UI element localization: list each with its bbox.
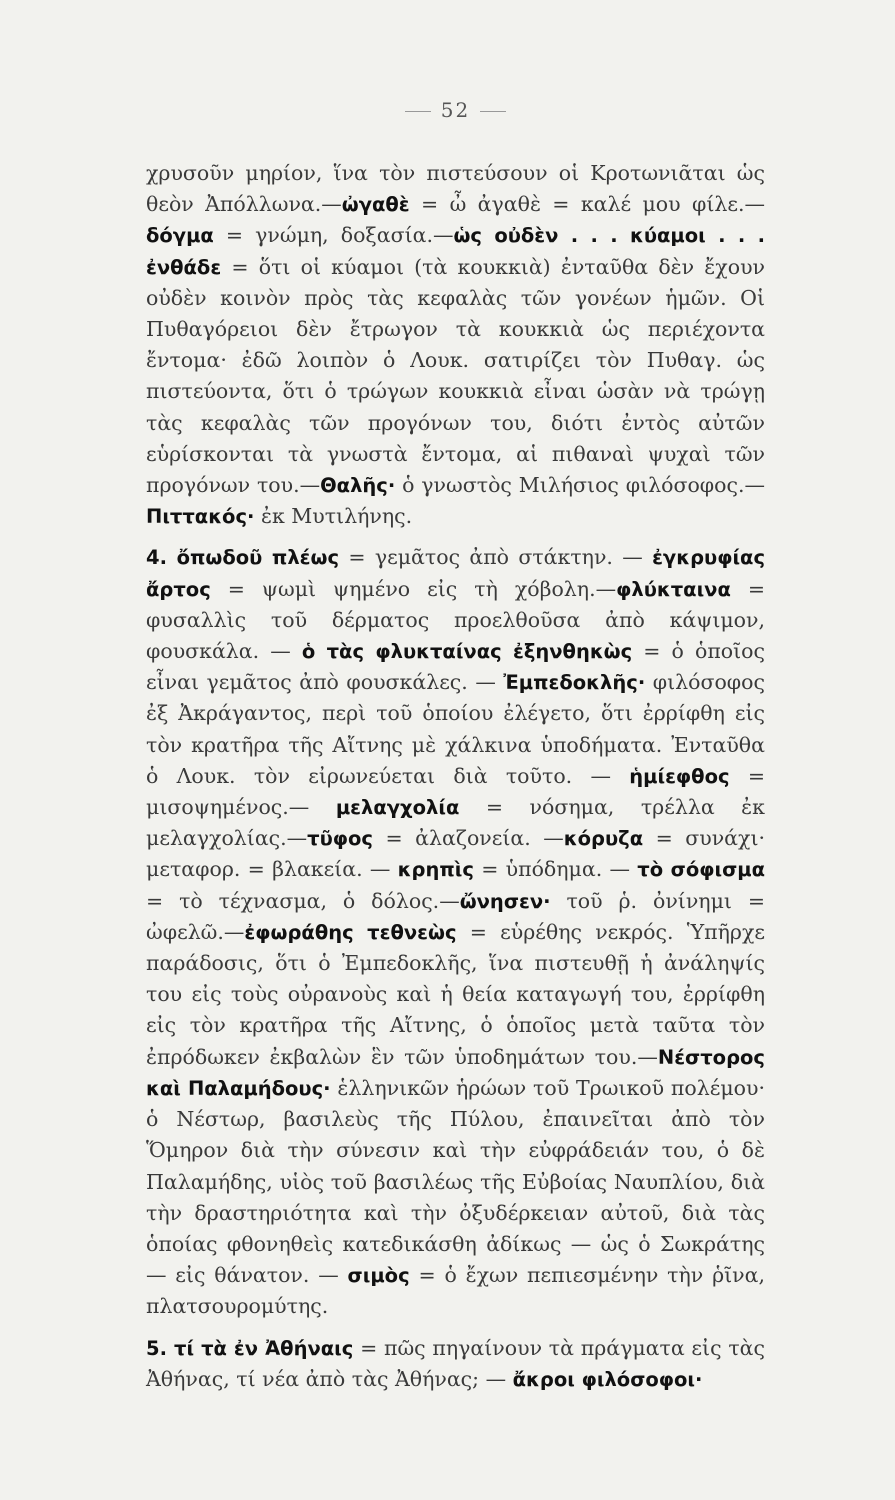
gloss-text: = γεμᾶτος ἀπὸ στάκτην. —	[339, 545, 653, 570]
gloss-text: ἐκ Μυτιλήνης.	[254, 504, 413, 529]
gloss-text: = ὅτι οἱ κύαμοι (τὰ κουκκιὰ) ἐνταῦθα δὲν ἔχουν οὐδὲν κοινὸν πρὸς τὰς κεφαλὰς τῶν γονέων ἡμῶν. Οἱ Πυθαγόρειοι δὲν ἔτρωγον τὰ κουκκιὰ ὡς περιέχοντα ἔντομα· ἐδῶ λοιπὸν ὁ Λουκ. σατιρίζει τὸν Πυθαγ. ὡς πιστεύοντα, ὅτι ὁ τρώγων κουκκιὰ εἶναι ὡσὰν νὰ τρώγῃ τὰς κεφαλὰς τῶν προγόνων του, διότι ἐντὸς αὐτῶν εὑρίσκονται τὰ γνωστὰ ἔντομα, αἱ πιθαναὶ ψυχαὶ τῶν προγόνων του.—	[146, 254, 765, 498]
gloss-text: = φυσαλλὶς τοῦ δέρματος προελθοῦσα ἀπὸ κάψιμον, φουσκάλα. —	[146, 576, 766, 664]
commentary-text	[146, 158, 765, 1395]
left-dash	[405, 111, 431, 112]
lemma-term: ὠγαθὲ	[341, 193, 410, 217]
gloss-text: = ὑπόδημα. —	[473, 857, 638, 882]
page-number-text: 52	[440, 98, 471, 122]
lemma-term: Θαλῆς·	[320, 474, 396, 498]
right-dash	[480, 111, 506, 112]
lemma-term: κρηπὶς	[397, 858, 474, 882]
gloss-text: = ὁ ἔχων πεπιεσμένην τὴν ῥῖνα, πλατσουρομύτης.	[146, 1263, 765, 1319]
lemma-term: ἡμίεφθος	[629, 764, 730, 788]
gloss-text: = μισοψημένος.—	[146, 763, 765, 820]
lemma-term: 4.	[146, 546, 177, 570]
gloss-text: ὁ γνωστὸς Μιλήσιος φιλόσοφος.—	[395, 473, 765, 498]
lemma-term: τὸ σόφισμα	[637, 858, 766, 882]
gloss-text: = συνάχι· μεταφορ. = βλακεία. —	[146, 826, 766, 882]
gloss-text: = πῶς πηγαίνουν τὰ πράγματα εἰς τὰς Ἀθήνας, τί νέα ἀπὸ τὰς Ἀθήνας; —	[146, 1335, 765, 1391]
lemma-term: σιμὸς	[347, 1264, 410, 1288]
lemma-term: ἄκροι φιλόσοφοι·	[512, 1367, 703, 1391]
paragraph-note-3	[146, 158, 765, 532]
lemma-term: ἐφωράθης τεθνεὼς	[244, 920, 457, 944]
gloss-text: = ἀλαζονεία. —	[373, 826, 564, 851]
gloss-text: τοῦ ῥ. ὀνίνημι = ὠφελῶ.—	[146, 888, 766, 944]
gloss-text: = τὸ τέχνασμα, ὁ δόλος.—	[146, 888, 460, 913]
gloss-text: = ὦ ἀγαθὲ = καλέ μου φίλε.—	[409, 192, 765, 217]
page-number	[146, 98, 765, 122]
gloss-text: ἑλληνικῶν ἡρώων τοῦ Τρωικοῦ πολέμου· ὁ Νέστωρ, βασιλεὺς τῆς Πύλου, ἐπαινεῖται ἀπὸ τὸν Ὅμηρον διὰ τὴν σύνεσιν καὶ τὴν εὐφράδειάν του, ὁ δὲ Παλαμήδης, υἱὸς τοῦ βασιλέως τῆς Εὐβοίας Ναυπλίου, διὰ τὴν δραστηριότητα καὶ τὴν ὀξυδέρκειαν αὐτοῦ, διὰ τὰς ὁποίας φθονηθεὶς κατεδικάσθη ἀδίκως — ὡς ὁ Σωκράτης — εἰς θάνατον. —	[146, 1075, 765, 1288]
lemma-term: ὄπωδοῦ πλέως	[176, 546, 340, 570]
lemma-term: μελαγχολία	[335, 796, 460, 820]
lemma-term: Πιττακός·	[146, 505, 255, 529]
lemma-term: ὤνησεν·	[459, 889, 551, 913]
gloss-text: = ὁ ὁποῖος εἶναι γεμᾶτος ἀπὸ φουσκάλες. —	[146, 639, 766, 695]
lemma-term: Ἐμπεδοκλῆς·	[503, 671, 646, 695]
gloss-text: = γνώμη, δοξασία.—	[213, 223, 454, 248]
lemma-term: ὁ τὰς φλυκταίνας ἐξηνθηκὼς	[301, 640, 633, 664]
gloss-text: χρυσοῦν μηρίον, ἵνα τὸν πιστεύσουν οἱ Κροτωνιᾶται ὡς θεὸν Ἀπόλλωνα.—	[146, 161, 765, 217]
gloss-text: = νόσημα, τρέλλα ἐκ μελαγχολίας.—	[146, 795, 765, 851]
gloss-text: = ψωμὶ ψημένο εἰς τὴ χόβολη.—	[210, 576, 617, 601]
lemma-term: Νέστορος καὶ Παλαμήδους·	[146, 1045, 765, 1100]
gloss-text: = εὑρέθης νεκρός. Ὑπῆρχε παράδοσις, ὅτι ὁ Ἐμπεδοκλῆς, ἵνα πιστευθῇ ἡ ἀνάληψίς του εἰς τοὺς οὐρανοὺς καὶ ἡ θεία καταγωγή του, ἐρρίφθη εἰς τὸν κρατῆρα τῆς Αἴτνης, ὁ ὁποῖος μετὰ ταῦτα τὸν ἐπρόδωκεν ἐκβαλὼν ἓν τῶν ὑποδημάτων του.—	[146, 919, 765, 1069]
paragraph-note-4	[146, 542, 765, 1322]
lemma-term: δόγμα	[146, 224, 214, 248]
paragraph-note-5	[146, 1333, 765, 1395]
lemma-term: ἐγκρυφίας ἄρτος	[146, 546, 766, 601]
gloss-text: φιλόσοφος ἐξ Ἀκράγαντος, περὶ τοῦ ὁποίου ἐλέγετο, ὅτι ἐρρίφθη εἰς τὸν κρατῆρα τῆς Αἴτνης μὲ χάλκινα ὑποδήματα. Ἐνταῦθα ὁ Λουκ. τὸν εἰρωνεύεται διὰ τοῦτο. —	[146, 670, 765, 788]
lemma-term: κόρυζα	[563, 827, 644, 851]
lemma-term: φλύκταινα	[616, 577, 731, 601]
lemma-term: τῦφος	[307, 827, 373, 851]
lemma-term: ὡς οὐδὲν . . . κύαμοι . . . ἐνθάδε	[146, 224, 765, 279]
lemma-term: τί τὰ ἐν Ἀθήναις	[174, 1336, 354, 1360]
lemma-term: 5.	[146, 1336, 174, 1360]
